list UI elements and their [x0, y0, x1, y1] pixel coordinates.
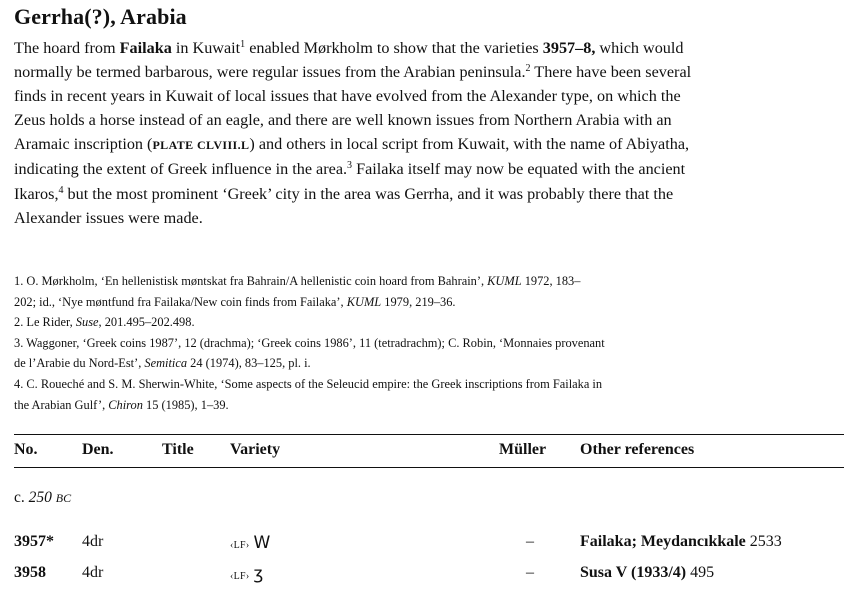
row-variety: [230, 564, 263, 584]
footnote-ref-1[interactable]: 1: [240, 39, 246, 50]
paragraph-line-8: Alexander issues were made.: [14, 208, 203, 227]
footnote-3-line-2: de l’Arabie du Nord-Est’, Semitica 24 (1974), 83–125, pl. i.: [14, 356, 311, 371]
row-muller: –: [526, 533, 534, 550]
row-number: 3958: [14, 564, 46, 581]
lf-marker: ‹LF›: [230, 540, 250, 551]
plate-reference: PLATE CLVIII.L: [152, 138, 250, 153]
row-variety: [230, 533, 270, 553]
footnote-3-line-1: 3. Waggoner, ‘Greek coins 1987’, 12 (drachma); ‘Greek coins 1986’, 11 (tetradrachm); C. Robin, ‘Monnaies provenant: [14, 335, 605, 350]
lf-marker: ‹LF›: [230, 571, 250, 582]
body-paragraph: [14, 36, 846, 230]
footnote-ref-2[interactable]: 2: [525, 63, 531, 75]
monogram-glyph: W: [253, 533, 271, 553]
row-other-references: Susa V (1933/4) 495: [580, 564, 715, 581]
paragraph-line-2: normally be termed barbarous, were regular issues from the Arabian peninsula.$^2$ There have been several: [14, 63, 692, 82]
footnote-4-line-1: 4. C. Roueché and S. M. Sherwin-White, ‘Some aspects of the Seleucid empire: the Greek inscriptions from Failaka in: [14, 376, 603, 391]
paragraph-line-5: Aramaic inscription (PLATE CLVIII.L) and others in local script from Kuwait, with the name of Abiyatha,: [14, 135, 690, 154]
footnote-4-line-2: the Arabian Gulf’, Chiron 15 (1985), 1–39.: [14, 397, 229, 412]
paragraph-line-3: finds in recent years in Kuwait of local issues that have evolved from the Alexander type, on which the: [14, 87, 681, 106]
section-heading: Gerrha(?), Arabia: [14, 4, 187, 29]
row-number: 3957*: [14, 533, 54, 550]
variety-range: 3957–8,: [542, 39, 596, 57]
place-failaka: Failaka: [119, 39, 172, 57]
row-denomination: 4dr: [82, 564, 104, 581]
footnote-1-line-2: 202; id., ‘Nye møntfund fra Failaka/New coin finds from Failaka’, KUML 1979, 219–36.: [14, 294, 456, 309]
table-top-rule: [14, 434, 844, 435]
header-other-references: Other references: [580, 441, 695, 458]
row-muller: –: [526, 564, 534, 581]
row-other-references: Failaka; Meydancıkkale 2533: [580, 533, 782, 550]
row-denomination: 4dr: [82, 533, 104, 550]
table-header-rule: [14, 467, 844, 468]
header-variety: Variety: [230, 441, 281, 458]
footnote-1-line-1: 1. O. Mørkholm, ‘En hellenistisk møntskat fra Bahrain/A hellenistic coin hoard from Bahrain’, KUML 1972, 183–: [14, 274, 581, 288]
paragraph-line-4: Zeus holds a horse instead of an eagle, and there are well known issues from Northern Arabia with an: [14, 111, 672, 130]
paragraph-line-7: Ikaros,$^4$ but the most prominent ‘Greek’ city in the area was Gerrha, and it was probably there that the: [14, 184, 674, 203]
footnotes: [14, 271, 846, 415]
footnote-ref-3[interactable]: 3: [347, 160, 353, 172]
header-title: Title: [162, 441, 194, 458]
header-no: No.: [14, 441, 38, 458]
header-den: Den.: [82, 441, 114, 458]
monogram-glyph: ʒ: [253, 564, 264, 584]
header-muller: Müller: [499, 441, 547, 458]
period-label: c. 250 BC: [14, 489, 72, 506]
paragraph-line-6: indicating the extent of Greek influence in the area.$^3$ Failaka itself may now be equated with the ancient: [14, 160, 686, 179]
paragraph-line-1: The hoard from Failaka in Kuwait$^1$ enabled Mørkholm to show that the varieties 3957–8, which would: [14, 39, 684, 57]
footnote-ref-4[interactable]: 4: [58, 184, 64, 196]
footnote-2: 2. Le Rider, Suse, 201.495–202.498.: [14, 315, 195, 330]
